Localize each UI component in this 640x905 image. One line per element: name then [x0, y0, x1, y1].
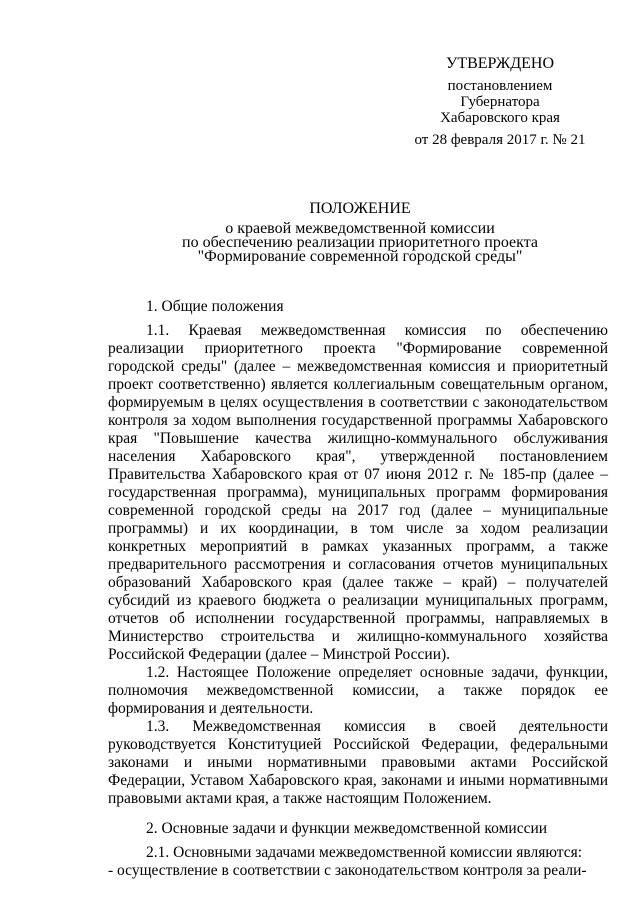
section-gap: [108, 808, 608, 820]
section-1-heading: 1. Общие положения: [146, 298, 284, 315]
paragraph-2-1: 2.1. Основными задачами межведомственной комиссии являются:: [146, 844, 583, 861]
document-subtitle-2: по обеспечению реализации приоритетного проекта: [182, 234, 538, 251]
document-subtitle-1: о краевой межведомственной комиссии: [225, 220, 495, 237]
document-body: [108, 298, 608, 880]
document-title: ПОЛОЖЕНИЕ: [309, 200, 411, 217]
list-item-2-1-1: - осуществление в соответствии с законодательством контроля за реали-: [108, 862, 587, 879]
approval-line-1: постановлением: [447, 78, 553, 94]
paragraph-1-3: 1.3. Межведомственная комиссия в своей деятельности руководствуется Конституцией Российской Федерации, федеральными законами и иными нормативными правовыми актами Российской Федерации, Уставом Хабаровского края, законами и иными нормативными правовыми актами края, а также настоящим Положением.: [108, 718, 608, 807]
approval-stamp: УТВЕРЖДЕНО: [445, 55, 554, 72]
approval-line-3: Хабаровского края: [440, 110, 560, 126]
approval-date: от 28 февраля 2017 г. № 21: [414, 132, 586, 148]
approval-line-2: Губернатора: [460, 94, 540, 110]
paragraph-1-1: 1.1. Краевая межведомственная комиссия по обеспечению реализации приоритетного проекта "Формирование современной городской среды" (далее – межведомственная комиссия и приоритетный проект соответственно) является коллегиальным совещательным органом, формируемым в целях осуществления в соответствии с законодательством контроля за ходом выполнения государственной программы Хабаровского края "Повышение качества жилищно-коммунального обслуживания населения Хабаровского края", утвержденной постановлением Правительства Хабаровского края от 07 июня 2012 г. № 185-пр (далее – государственная программа), муниципальных программ формирования современной городской среды на 2017 год (далее – муниципальные программы) и их координации, в том числе за ходом реализации конкретных мероприятий в рамках указанных программ, а также предварительного рассмотрения и согласования отчетов муниципальных образований Хабаровского края (далее также – край) – получателей субсидий из краевого бюджета о реализации муниципальных программ, отчетов об исполнении государственной программы, направляемых в Министерство строительства и жилищно-коммунального хозяйства Российской Федерации (далее – Минстрой России).: [108, 322, 608, 663]
document-subtitle-3: "Формирование современной городской среды": [197, 248, 523, 265]
approval-block: [400, 56, 600, 148]
document-title-block: [100, 202, 620, 264]
section-2-heading: 2. Основные задачи и функции межведомственной комиссии: [146, 820, 548, 837]
paragraph-1-2: 1.2. Настоящее Положение определяет основные задачи, функции, полномочия межведомственной комиссии, а также порядок ее формирования и деятельности.: [108, 664, 608, 717]
